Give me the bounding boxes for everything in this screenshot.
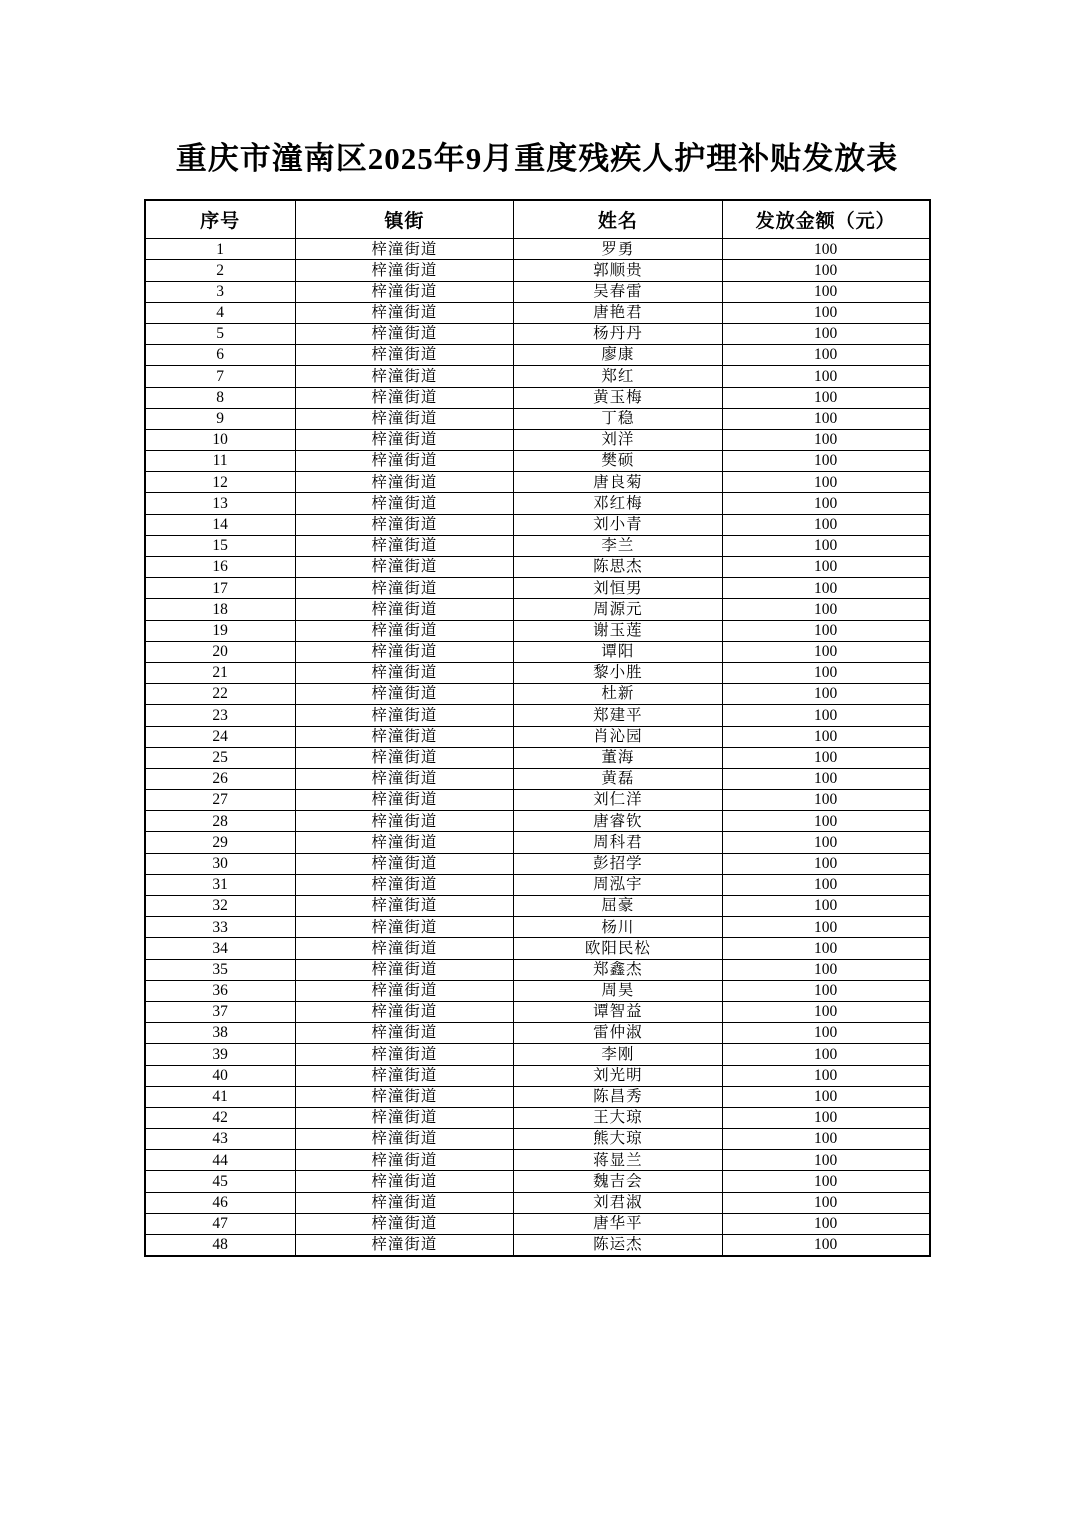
table-row [145,747,930,768]
page-title: 重庆市潼南区2025年9月重度残疾人护理补贴发放表 [175,141,899,176]
cell-amount: 100 [722,768,929,789]
table-row [145,429,930,450]
table-row [145,451,930,472]
table-row [145,1171,930,1192]
cell-name: 刘恒男 [513,578,722,599]
cell-town: 梓潼街道 [295,323,513,344]
cell-name: 邓红梅 [513,493,722,514]
cell-town: 梓潼街道 [295,874,513,895]
header-amount: 发放金额（元） [722,200,929,239]
table-row [145,578,930,599]
cell-serial-number: 6 [145,345,296,366]
cell-town: 梓潼街道 [295,557,513,578]
table-row [145,811,930,832]
cell-name: 陈运杰 [513,1235,722,1257]
cell-town: 梓潼街道 [295,1065,513,1086]
cell-town: 梓潼街道 [295,662,513,683]
cell-amount: 100 [722,472,929,493]
cell-serial-number: 16 [145,557,296,578]
cell-amount: 100 [722,323,929,344]
cell-name: 杜新 [513,684,722,705]
cell-amount: 100 [722,260,929,281]
cell-serial-number: 36 [145,980,296,1001]
cell-town: 梓潼街道 [295,1171,513,1192]
table-row [145,705,930,726]
cell-serial-number: 11 [145,451,296,472]
cell-name: 雷仲淑 [513,1023,722,1044]
table-row [145,938,930,959]
cell-name: 魏吉会 [513,1171,722,1192]
cell-amount: 100 [722,1150,929,1171]
table-row [145,408,930,429]
cell-town: 梓潼街道 [295,1107,513,1128]
cell-serial-number: 26 [145,768,296,789]
cell-name: 黄玉梅 [513,387,722,408]
cell-town: 梓潼街道 [295,938,513,959]
cell-amount: 100 [722,1192,929,1213]
cell-town: 梓潼街道 [295,1023,513,1044]
table-row [145,1023,930,1044]
cell-amount: 100 [722,239,929,260]
cell-serial-number: 9 [145,408,296,429]
cell-town: 梓潼街道 [295,408,513,429]
table-row [145,302,930,323]
cell-amount: 100 [722,811,929,832]
cell-serial-number: 3 [145,281,296,302]
cell-name: 李兰 [513,535,722,556]
cell-name: 刘小青 [513,514,722,535]
cell-serial-number: 2 [145,260,296,281]
table-row [145,896,930,917]
cell-town: 梓潼街道 [295,239,513,260]
cell-amount: 100 [722,917,929,938]
cell-amount: 100 [722,345,929,366]
table-row [145,387,930,408]
cell-name: 李刚 [513,1044,722,1065]
cell-serial-number: 27 [145,790,296,811]
cell-amount: 100 [722,1213,929,1234]
cell-serial-number: 30 [145,853,296,874]
cell-town: 梓潼街道 [295,578,513,599]
cell-amount: 100 [722,1065,929,1086]
cell-name: 唐华平 [513,1213,722,1234]
cell-town: 梓潼街道 [295,980,513,1001]
cell-serial-number: 40 [145,1065,296,1086]
cell-town: 梓潼街道 [295,472,513,493]
cell-name: 陈昌秀 [513,1086,722,1107]
table-row [145,980,930,1001]
cell-town: 梓潼街道 [295,429,513,450]
table-row [145,874,930,895]
cell-town: 梓潼街道 [295,302,513,323]
cell-amount: 100 [722,662,929,683]
cell-town: 梓潼街道 [295,1213,513,1234]
table-row [145,557,930,578]
cell-amount: 100 [722,853,929,874]
table-row [145,790,930,811]
cell-amount: 100 [722,578,929,599]
cell-serial-number: 35 [145,959,296,980]
cell-name: 陈思杰 [513,557,722,578]
cell-name: 周泓宇 [513,874,722,895]
header-name: 姓名 [513,200,722,239]
cell-serial-number: 13 [145,493,296,514]
header-serial-number: 序号 [145,200,296,239]
cell-town: 梓潼街道 [295,514,513,535]
cell-name: 丁稳 [513,408,722,429]
cell-serial-number: 31 [145,874,296,895]
table-row [145,768,930,789]
table-row [145,917,930,938]
cell-serial-number: 4 [145,302,296,323]
cell-amount: 100 [722,1086,929,1107]
cell-serial-number: 15 [145,535,296,556]
cell-name: 周昊 [513,980,722,1001]
cell-name: 屈豪 [513,896,722,917]
cell-serial-number: 17 [145,578,296,599]
cell-amount: 100 [722,874,929,895]
cell-name: 谭智益 [513,1001,722,1022]
cell-town: 梓潼街道 [295,811,513,832]
cell-serial-number: 46 [145,1192,296,1213]
cell-name: 黄磊 [513,768,722,789]
table-row [145,1001,930,1022]
table-row [145,1044,930,1065]
cell-name: 郑红 [513,366,722,387]
table-row [145,853,930,874]
cell-amount: 100 [722,620,929,641]
cell-name: 刘洋 [513,429,722,450]
cell-name: 杨川 [513,917,722,938]
cell-name: 郑鑫杰 [513,959,722,980]
cell-serial-number: 7 [145,366,296,387]
cell-serial-number: 33 [145,917,296,938]
cell-name: 刘君淑 [513,1192,722,1213]
cell-amount: 100 [722,535,929,556]
cell-town: 梓潼街道 [295,1150,513,1171]
cell-name: 周科君 [513,832,722,853]
cell-amount: 100 [722,1001,929,1022]
cell-serial-number: 10 [145,429,296,450]
cell-town: 梓潼街道 [295,832,513,853]
cell-town: 梓潼街道 [295,1192,513,1213]
cell-name: 谢玉莲 [513,620,722,641]
table-row [145,345,930,366]
table-row [145,641,930,662]
cell-serial-number: 25 [145,747,296,768]
table-row [145,1235,930,1257]
table-row [145,260,930,281]
cell-serial-number: 14 [145,514,296,535]
cell-amount: 100 [722,302,929,323]
cell-town: 梓潼街道 [295,917,513,938]
table-row [145,1192,930,1213]
cell-town: 梓潼街道 [295,1086,513,1107]
cell-town: 梓潼街道 [295,768,513,789]
table-row [145,1150,930,1171]
cell-name: 刘仁洋 [513,790,722,811]
cell-town: 梓潼街道 [295,726,513,747]
cell-name: 周源元 [513,599,722,620]
cell-amount: 100 [722,1171,929,1192]
cell-name: 欧阳民松 [513,938,722,959]
cell-town: 梓潼街道 [295,281,513,302]
cell-serial-number: 1 [145,239,296,260]
cell-name: 樊硕 [513,451,722,472]
table-row [145,535,930,556]
table-row [145,239,930,260]
cell-amount: 100 [722,429,929,450]
cell-amount: 100 [722,705,929,726]
cell-amount: 100 [722,747,929,768]
cell-serial-number: 5 [145,323,296,344]
cell-serial-number: 38 [145,1023,296,1044]
cell-town: 梓潼街道 [295,451,513,472]
table-row [145,366,930,387]
cell-name: 郑建平 [513,705,722,726]
cell-town: 梓潼街道 [295,790,513,811]
cell-amount: 100 [722,726,929,747]
cell-town: 梓潼街道 [295,959,513,980]
cell-serial-number: 12 [145,472,296,493]
cell-serial-number: 42 [145,1107,296,1128]
cell-serial-number: 39 [145,1044,296,1065]
cell-name: 蒋显兰 [513,1150,722,1171]
table-row [145,662,930,683]
cell-name: 廖康 [513,345,722,366]
cell-name: 罗勇 [513,239,722,260]
cell-name: 谭阳 [513,641,722,662]
cell-amount: 100 [722,832,929,853]
cell-serial-number: 43 [145,1129,296,1150]
cell-serial-number: 34 [145,938,296,959]
cell-amount: 100 [722,281,929,302]
cell-town: 梓潼街道 [295,1235,513,1257]
cell-amount: 100 [722,641,929,662]
table-row [145,493,930,514]
cell-town: 梓潼街道 [295,1001,513,1022]
cell-amount: 100 [722,493,929,514]
table-row [145,832,930,853]
table-body [145,239,930,1257]
cell-town: 梓潼街道 [295,620,513,641]
cell-serial-number: 29 [145,832,296,853]
cell-name: 吴春雷 [513,281,722,302]
cell-town: 梓潼街道 [295,853,513,874]
cell-serial-number: 47 [145,1213,296,1234]
cell-serial-number: 41 [145,1086,296,1107]
cell-amount: 100 [722,514,929,535]
table-header-row [145,200,930,239]
cell-name: 唐良菊 [513,472,722,493]
cell-amount: 100 [722,557,929,578]
cell-town: 梓潼街道 [295,599,513,620]
cell-serial-number: 8 [145,387,296,408]
table-row [145,1213,930,1234]
table-row [145,1129,930,1150]
cell-amount: 100 [722,896,929,917]
table-row [145,281,930,302]
cell-town: 梓潼街道 [295,260,513,281]
table-row [145,959,930,980]
cell-amount: 100 [722,980,929,1001]
cell-serial-number: 22 [145,684,296,705]
cell-amount: 100 [722,1235,929,1257]
cell-amount: 100 [722,684,929,705]
cell-amount: 100 [722,366,929,387]
table-row [145,620,930,641]
table-row [145,1065,930,1086]
table-row [145,323,930,344]
cell-town: 梓潼街道 [295,387,513,408]
cell-town: 梓潼街道 [295,1044,513,1065]
cell-amount: 100 [722,959,929,980]
cell-serial-number: 19 [145,620,296,641]
cell-serial-number: 45 [145,1171,296,1192]
cell-name: 王大琼 [513,1107,722,1128]
cell-serial-number: 21 [145,662,296,683]
cell-amount: 100 [722,1107,929,1128]
cell-town: 梓潼街道 [295,747,513,768]
cell-town: 梓潼街道 [295,535,513,556]
cell-name: 唐睿钦 [513,811,722,832]
table-row [145,1107,930,1128]
table-row [145,472,930,493]
cell-name: 肖沁园 [513,726,722,747]
cell-name: 杨丹丹 [513,323,722,344]
cell-serial-number: 18 [145,599,296,620]
cell-town: 梓潼街道 [295,896,513,917]
cell-serial-number: 23 [145,705,296,726]
cell-town: 梓潼街道 [295,493,513,514]
subsidy-table [144,199,931,1257]
cell-amount: 100 [722,599,929,620]
cell-amount: 100 [722,1023,929,1044]
cell-name: 彭招学 [513,853,722,874]
cell-amount: 100 [722,1129,929,1150]
cell-name: 董海 [513,747,722,768]
cell-town: 梓潼街道 [295,705,513,726]
cell-town: 梓潼街道 [295,641,513,662]
table-row [145,1086,930,1107]
cell-serial-number: 28 [145,811,296,832]
table-row [145,726,930,747]
cell-serial-number: 44 [145,1150,296,1171]
cell-amount: 100 [722,451,929,472]
cell-serial-number: 37 [145,1001,296,1022]
cell-serial-number: 48 [145,1235,296,1257]
cell-serial-number: 32 [145,896,296,917]
table-row [145,514,930,535]
cell-amount: 100 [722,387,929,408]
cell-town: 梓潼街道 [295,345,513,366]
cell-amount: 100 [722,1044,929,1065]
cell-amount: 100 [722,790,929,811]
cell-name: 熊大琼 [513,1129,722,1150]
table-row [145,599,930,620]
cell-amount: 100 [722,408,929,429]
cell-name: 刘光明 [513,1065,722,1086]
header-town: 镇街 [295,200,513,239]
cell-town: 梓潼街道 [295,366,513,387]
cell-town: 梓潼街道 [295,684,513,705]
cell-name: 唐艳君 [513,302,722,323]
cell-amount: 100 [722,938,929,959]
cell-serial-number: 20 [145,641,296,662]
table-row [145,684,930,705]
cell-name: 黎小胜 [513,662,722,683]
cell-serial-number: 24 [145,726,296,747]
cell-name: 郭顺贵 [513,260,722,281]
cell-town: 梓潼街道 [295,1129,513,1150]
